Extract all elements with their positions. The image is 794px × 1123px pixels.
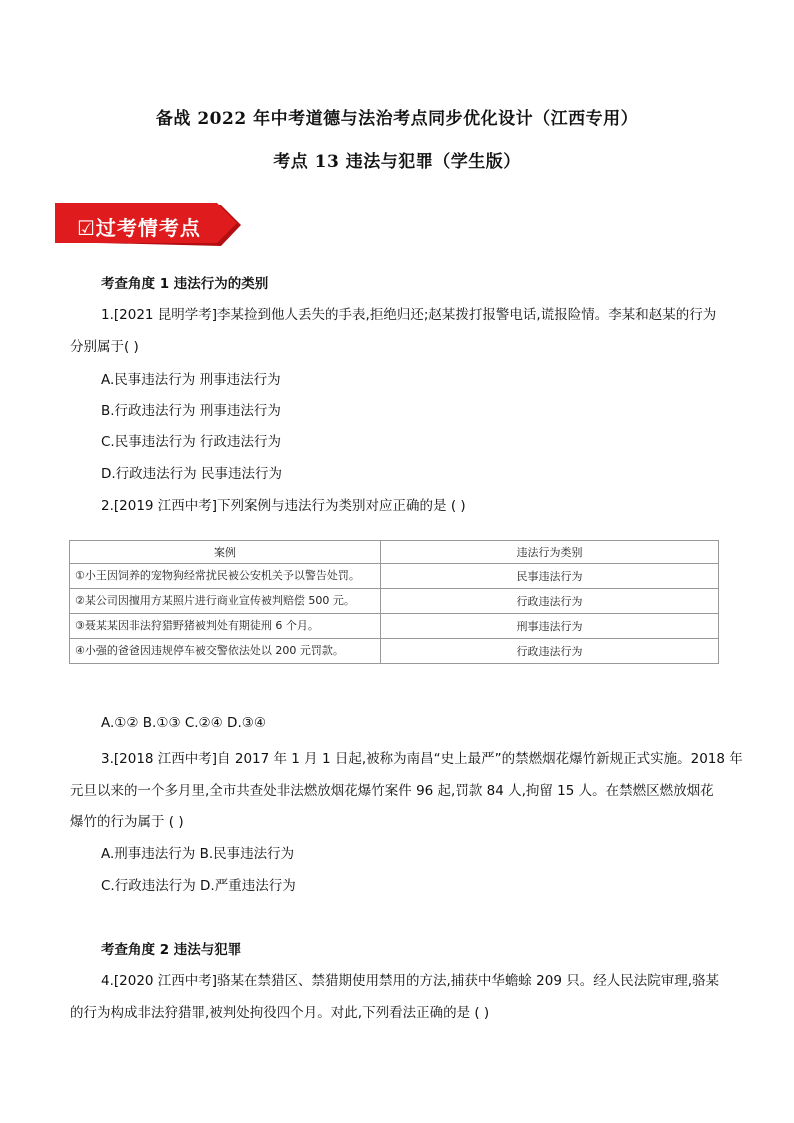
table-row (70, 639, 719, 664)
table-header-row (70, 541, 719, 564)
section-heading-1: 考查角度 1 违法行为的类别 (101, 276, 269, 292)
question-1-option-c: C.民事违法行为 行政违法行为 (101, 434, 282, 450)
table-cell-case: ④小强的爸爸因违规停车被交警依法处以 200 元罚款。 (70, 639, 381, 664)
table-row (70, 589, 719, 614)
table-cell-type: 行政违法行为 (381, 639, 719, 664)
question-3-line-2: 元旦以来的一个多月里,全市共查处非法燃放烟花爆竹案件 96 起,罚款 84 人,拘留 15 人。在禁燃区燃放烟花 (70, 783, 714, 799)
table-cell-type: 行政违法行为 (381, 589, 719, 614)
case-table (69, 540, 719, 664)
question-4-line-1: 4.[2020 江西中考]骆某在禁猎区、禁猎期使用禁用的方法,捕获中华蟾蜍 209 只。经人民法院审理,骆某 (101, 973, 719, 989)
table-cell-type: 刑事违法行为 (381, 614, 719, 639)
question-3-option-ab: A.刑事违法行为 B.民事违法行为 (101, 846, 295, 862)
table-row (70, 614, 719, 639)
question-1-option-d: D.行政违法行为 民事违法行为 (101, 466, 282, 482)
banner-label: ☑过考情考点 (77, 216, 201, 240)
table-header-type: 违法行为类别 (381, 541, 719, 564)
question-3-option-cd: C.行政违法行为 D.严重违法行为 (101, 878, 296, 894)
table-header-case: 案例 (70, 541, 381, 564)
question-1-line-2: 分别属于( ) (70, 339, 139, 355)
document-subtitle: 考点 13 违法与犯罪（学生版） (273, 152, 521, 172)
question-3-line-1: 3.[2018 江西中考]自 2017 年 1 月 1 日起,被称为南昌“史上最严”的禁燃烟花爆竹新规正式实施。2018 年 (101, 751, 743, 767)
table-row (70, 564, 719, 589)
question-4-line-2: 的行为构成非法狩猎罪,被判处拘役四个月。对此,下列看法正确的是 ( ) (70, 1005, 490, 1021)
question-2-line-1: 2.[2019 江西中考]下列案例与违法行为类别对应正确的是 ( ) (101, 498, 466, 514)
table-cell-case: ①小王因饲养的宠物狗经常扰民被公安机关予以警告处罚。 (70, 564, 381, 589)
question-1-option-b: B.行政违法行为 刑事违法行为 (101, 403, 281, 419)
question-3-line-3: 爆竹的行为属于 ( ) (70, 814, 184, 830)
question-1-line-1: 1.[2021 昆明学考]李某捡到他人丢失的手表,拒绝归还;赵某拨打报警电话,谎报险情。李某和赵某的行为 (101, 307, 717, 323)
table-cell-case: ②某公司因擅用方某照片进行商业宣传被判赔偿 500 元。 (70, 589, 381, 614)
table-cell-type: 民事违法行为 (381, 564, 719, 589)
section-heading-2: 考查角度 2 违法与犯罪 (101, 942, 242, 958)
question-1-option-a: A.民事违法行为 刑事违法行为 (101, 372, 281, 388)
document-title: 备战 2022 年中考道德与法治考点同步优化设计（江西专用） (155, 109, 639, 129)
question-2-options: A.①② B.①③ C.②④ D.③④ (101, 715, 266, 731)
section-banner (55, 203, 241, 248)
table-cell-case: ③聂某某因非法狩猎野猪被判处有期徒刑 6 个月。 (70, 614, 381, 639)
